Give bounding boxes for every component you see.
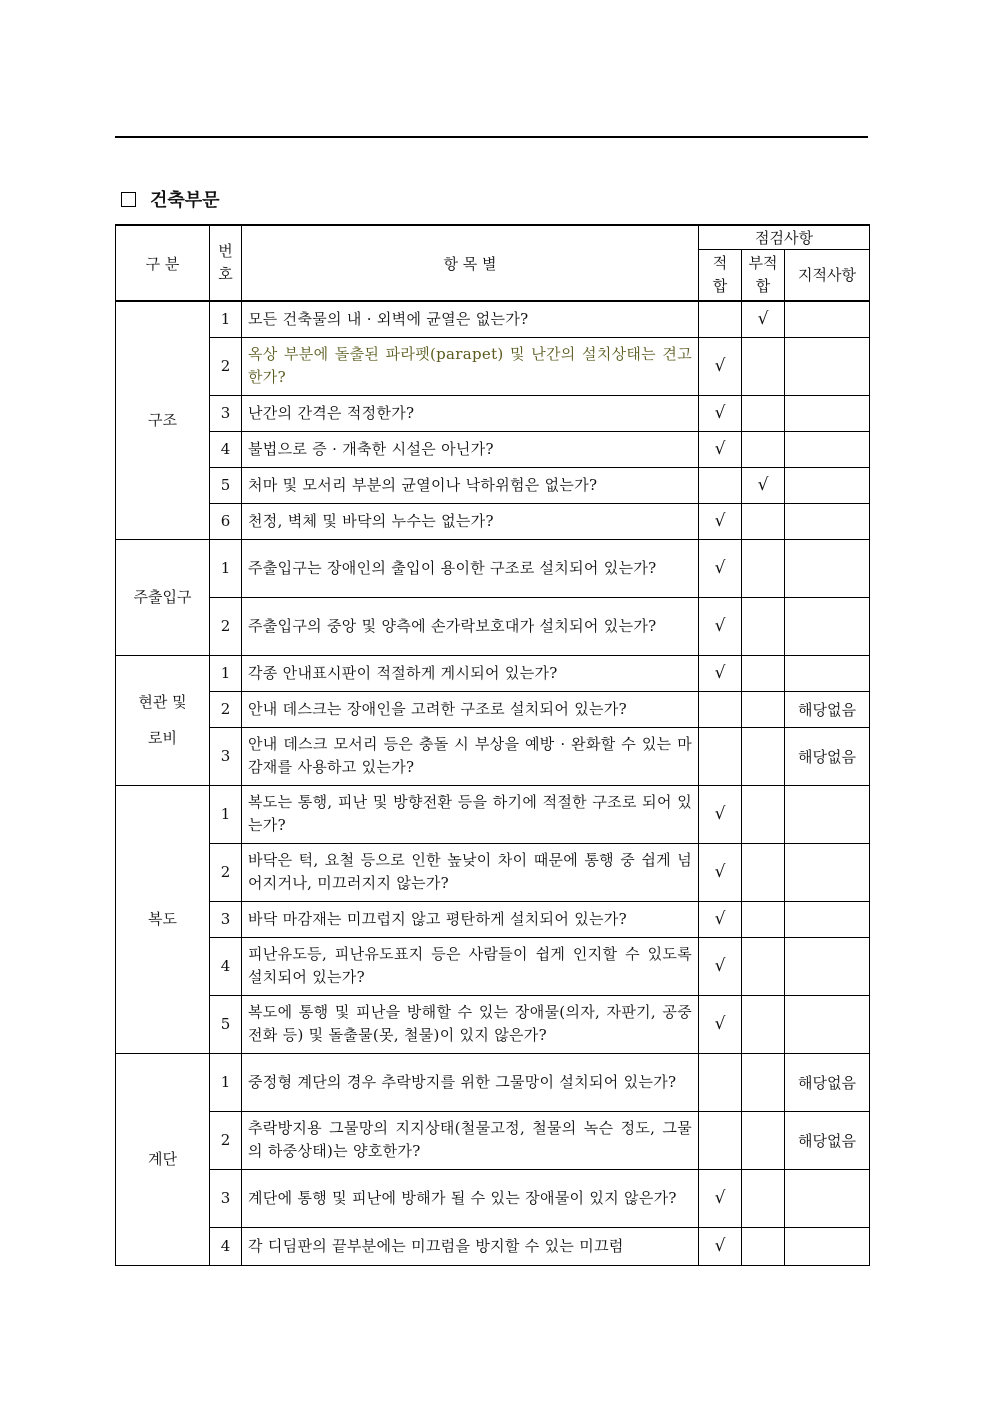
- noncompliant-mark-cell: [742, 503, 785, 539]
- table-row: [116, 503, 870, 539]
- compliant-mark-cell: √: [699, 539, 742, 597]
- number-cell: 1: [210, 1053, 242, 1111]
- header-number-label: 번 호: [218, 242, 233, 283]
- header-category: [116, 225, 210, 301]
- compliant-mark-cell: [699, 1053, 742, 1111]
- header-item-label: 항 목 별: [443, 254, 497, 273]
- table-row: [116, 467, 870, 503]
- remarks-cell: [785, 995, 870, 1053]
- remarks-cell: [785, 395, 870, 431]
- table-row: [116, 1227, 870, 1265]
- table-row: [116, 431, 870, 467]
- noncompliant-mark-cell: √: [742, 301, 785, 337]
- item-text-cell: 계단에 통행 및 피난에 방해가 될 수 있는 장애물이 있지 않은가?: [242, 1169, 699, 1227]
- remarks-cell: 해당없음: [785, 1111, 870, 1169]
- remarks-cell: [785, 503, 870, 539]
- remarks-cell: [785, 1169, 870, 1227]
- number-cell: 5: [210, 467, 242, 503]
- noncompliant-mark-cell: [742, 1111, 785, 1169]
- header-noncompliant: [742, 249, 785, 301]
- item-text-cell: 난간의 간격은 적정한가?: [242, 395, 699, 431]
- remarks-cell: [785, 1227, 870, 1265]
- noncompliant-mark-cell: [742, 539, 785, 597]
- table-row: [116, 901, 870, 937]
- compliant-mark-cell: √: [699, 337, 742, 395]
- item-text-cell: 불법으로 증 · 개축한 시설은 아닌가?: [242, 431, 699, 467]
- item-text-cell: 천정, 벽체 및 바닥의 누수는 없는가?: [242, 503, 699, 539]
- number-cell: 4: [210, 1227, 242, 1265]
- section-title-text: 건축부문: [150, 190, 220, 211]
- remarks-cell: [785, 843, 870, 901]
- number-cell: 3: [210, 395, 242, 431]
- table-row: [116, 539, 870, 597]
- header-number: [210, 225, 242, 301]
- number-cell: 2: [210, 691, 242, 727]
- compliant-mark-cell: √: [699, 937, 742, 995]
- item-text-cell: 각 디딤판의 끝부분에는 미끄럼을 방지할 수 있는 미끄럼: [242, 1227, 699, 1265]
- table-row: [116, 337, 870, 395]
- noncompliant-mark-cell: [742, 995, 785, 1053]
- item-text-cell: 피난유도등, 피난유도표지 등은 사람들이 쉽게 인지할 수 있도록 설치되어 있는가?: [242, 937, 699, 995]
- table-row: [116, 995, 870, 1053]
- noncompliant-mark-cell: [742, 843, 785, 901]
- item-text-cell: 중정형 계단의 경우 추락방지를 위한 그물망이 설치되어 있는가?: [242, 1053, 699, 1111]
- remarks-cell: [785, 937, 870, 995]
- category-cell: 현관 및 로비: [116, 655, 210, 785]
- item-text-cell: 모든 건축물의 내 · 외벽에 균열은 없는가?: [242, 301, 699, 337]
- square-checkbox-icon: [121, 192, 136, 207]
- compliant-mark-cell: [699, 727, 742, 785]
- category-cell: 계단: [116, 1053, 210, 1265]
- compliant-mark-cell: √: [699, 503, 742, 539]
- number-cell: 6: [210, 503, 242, 539]
- table-row: [116, 597, 870, 655]
- noncompliant-mark-cell: [742, 691, 785, 727]
- compliant-mark-cell: [699, 1111, 742, 1169]
- noncompliant-mark-cell: [742, 937, 785, 995]
- remarks-cell: [785, 901, 870, 937]
- remarks-cell: [785, 467, 870, 503]
- table-row: [116, 937, 870, 995]
- remarks-cell: [785, 539, 870, 597]
- header-category-label: 구 분: [145, 254, 180, 273]
- number-cell: 2: [210, 337, 242, 395]
- remarks-cell: 해당없음: [785, 727, 870, 785]
- item-text-cell: 바닥은 턱, 요철 등으로 인한 높낮이 차이 때문에 통행 중 쉽게 넘어지거나, 미끄러지지 않는가?: [242, 843, 699, 901]
- table-row: [116, 1111, 870, 1169]
- remarks-cell: [785, 785, 870, 843]
- remarks-cell: [785, 431, 870, 467]
- header-compliant-label: 적 합: [712, 253, 728, 295]
- number-cell: 5: [210, 995, 242, 1053]
- number-cell: 4: [210, 937, 242, 995]
- item-text-cell: 추락방지용 그물망의 지지상태(철물고정, 철물의 녹슨 정도, 그물의 하중상태)는 양호한가?: [242, 1111, 699, 1169]
- noncompliant-mark-cell: [742, 727, 785, 785]
- noncompliant-mark-cell: [742, 785, 785, 843]
- table-row: [116, 1053, 870, 1111]
- compliant-mark-cell: √: [699, 395, 742, 431]
- item-text-cell: 주출입구의 중앙 및 양측에 손가락보호대가 설치되어 있는가?: [242, 597, 699, 655]
- category-cell: 구조: [116, 301, 210, 539]
- item-text-cell: 처마 및 모서리 부분의 균열이나 낙하위험은 없는가?: [242, 467, 699, 503]
- section-title: [121, 186, 220, 212]
- header-compliant: [699, 249, 742, 301]
- number-cell: 1: [210, 539, 242, 597]
- category-cell: 주출입구: [116, 539, 210, 655]
- header-remarks: [785, 249, 870, 301]
- noncompliant-mark-cell: [742, 431, 785, 467]
- compliant-mark-cell: √: [699, 995, 742, 1053]
- table-row: [116, 727, 870, 785]
- table-row: [116, 655, 870, 691]
- item-text-cell: 복도에 통행 및 피난을 방해할 수 있는 장애물(의자, 자판기, 공중전화 등) 및 돌출물(못, 철물)이 있지 않은가?: [242, 995, 699, 1053]
- remarks-cell: [785, 301, 870, 337]
- checklist-rows: [116, 301, 870, 1265]
- table-row: [116, 843, 870, 901]
- top-rule: [115, 136, 868, 138]
- header-remarks-label: 지적사항: [798, 266, 856, 285]
- header-item: [242, 225, 699, 301]
- compliant-mark-cell: [699, 467, 742, 503]
- number-cell: 1: [210, 785, 242, 843]
- number-cell: 3: [210, 727, 242, 785]
- number-cell: 1: [210, 655, 242, 691]
- item-text-cell: 주출입구는 장애인의 출입이 용이한 구조로 설치되어 있는가?: [242, 539, 699, 597]
- noncompliant-mark-cell: [742, 597, 785, 655]
- remarks-cell: [785, 337, 870, 395]
- header-inspection-group-label: 점검사항: [755, 228, 813, 247]
- number-cell: 3: [210, 1169, 242, 1227]
- compliant-mark-cell: √: [699, 843, 742, 901]
- item-text-cell: 복도는 통행, 피난 및 방향전환 등을 하기에 적절한 구조로 되어 있는가?: [242, 785, 699, 843]
- remarks-cell: 해당없음: [785, 691, 870, 727]
- noncompliant-mark-cell: [742, 337, 785, 395]
- noncompliant-mark-cell: [742, 395, 785, 431]
- remarks-cell: [785, 597, 870, 655]
- noncompliant-mark-cell: [742, 1227, 785, 1265]
- inspection-checklist-table: [115, 224, 870, 1266]
- header-noncompliant-label: 부적 합: [748, 253, 778, 295]
- number-cell: 1: [210, 301, 242, 337]
- table-row: [116, 691, 870, 727]
- header-inspection-group: [699, 225, 870, 249]
- number-cell: 3: [210, 901, 242, 937]
- header-row-1: [116, 225, 870, 249]
- compliant-mark-cell: √: [699, 785, 742, 843]
- noncompliant-mark-cell: √: [742, 467, 785, 503]
- compliant-mark-cell: √: [699, 901, 742, 937]
- compliant-mark-cell: [699, 691, 742, 727]
- table-row: [116, 301, 870, 337]
- compliant-mark-cell: √: [699, 1169, 742, 1227]
- item-text-cell: 안내 데스크는 장애인을 고려한 구조로 설치되어 있는가?: [242, 691, 699, 727]
- noncompliant-mark-cell: [742, 1169, 785, 1227]
- number-cell: 2: [210, 1111, 242, 1169]
- remarks-cell: 해당없음: [785, 1053, 870, 1111]
- item-text-cell: 각종 안내표시판이 적절하게 게시되어 있는가?: [242, 655, 699, 691]
- noncompliant-mark-cell: [742, 901, 785, 937]
- compliant-mark-cell: √: [699, 431, 742, 467]
- item-text-cell: 안내 데스크 모서리 등은 충돌 시 부상을 예방 · 완화할 수 있는 마감재를 사용하고 있는가?: [242, 727, 699, 785]
- remarks-cell: [785, 655, 870, 691]
- number-cell: 2: [210, 843, 242, 901]
- compliant-mark-cell: √: [699, 1227, 742, 1265]
- compliant-mark-cell: √: [699, 655, 742, 691]
- item-text-cell: 바닥 마감재는 미끄럽지 않고 평탄하게 설치되어 있는가?: [242, 901, 699, 937]
- number-cell: 4: [210, 431, 242, 467]
- table-row: [116, 785, 870, 843]
- category-cell: 복도: [116, 785, 210, 1053]
- compliant-mark-cell: [699, 301, 742, 337]
- table-row: [116, 1169, 870, 1227]
- table-row: [116, 395, 870, 431]
- number-cell: 2: [210, 597, 242, 655]
- noncompliant-mark-cell: [742, 655, 785, 691]
- compliant-mark-cell: √: [699, 597, 742, 655]
- item-text-cell: 옥상 부분에 돌출된 파라펫(parapet) 및 난간의 설치상태는 견고한가?: [242, 337, 699, 395]
- noncompliant-mark-cell: [742, 1053, 785, 1111]
